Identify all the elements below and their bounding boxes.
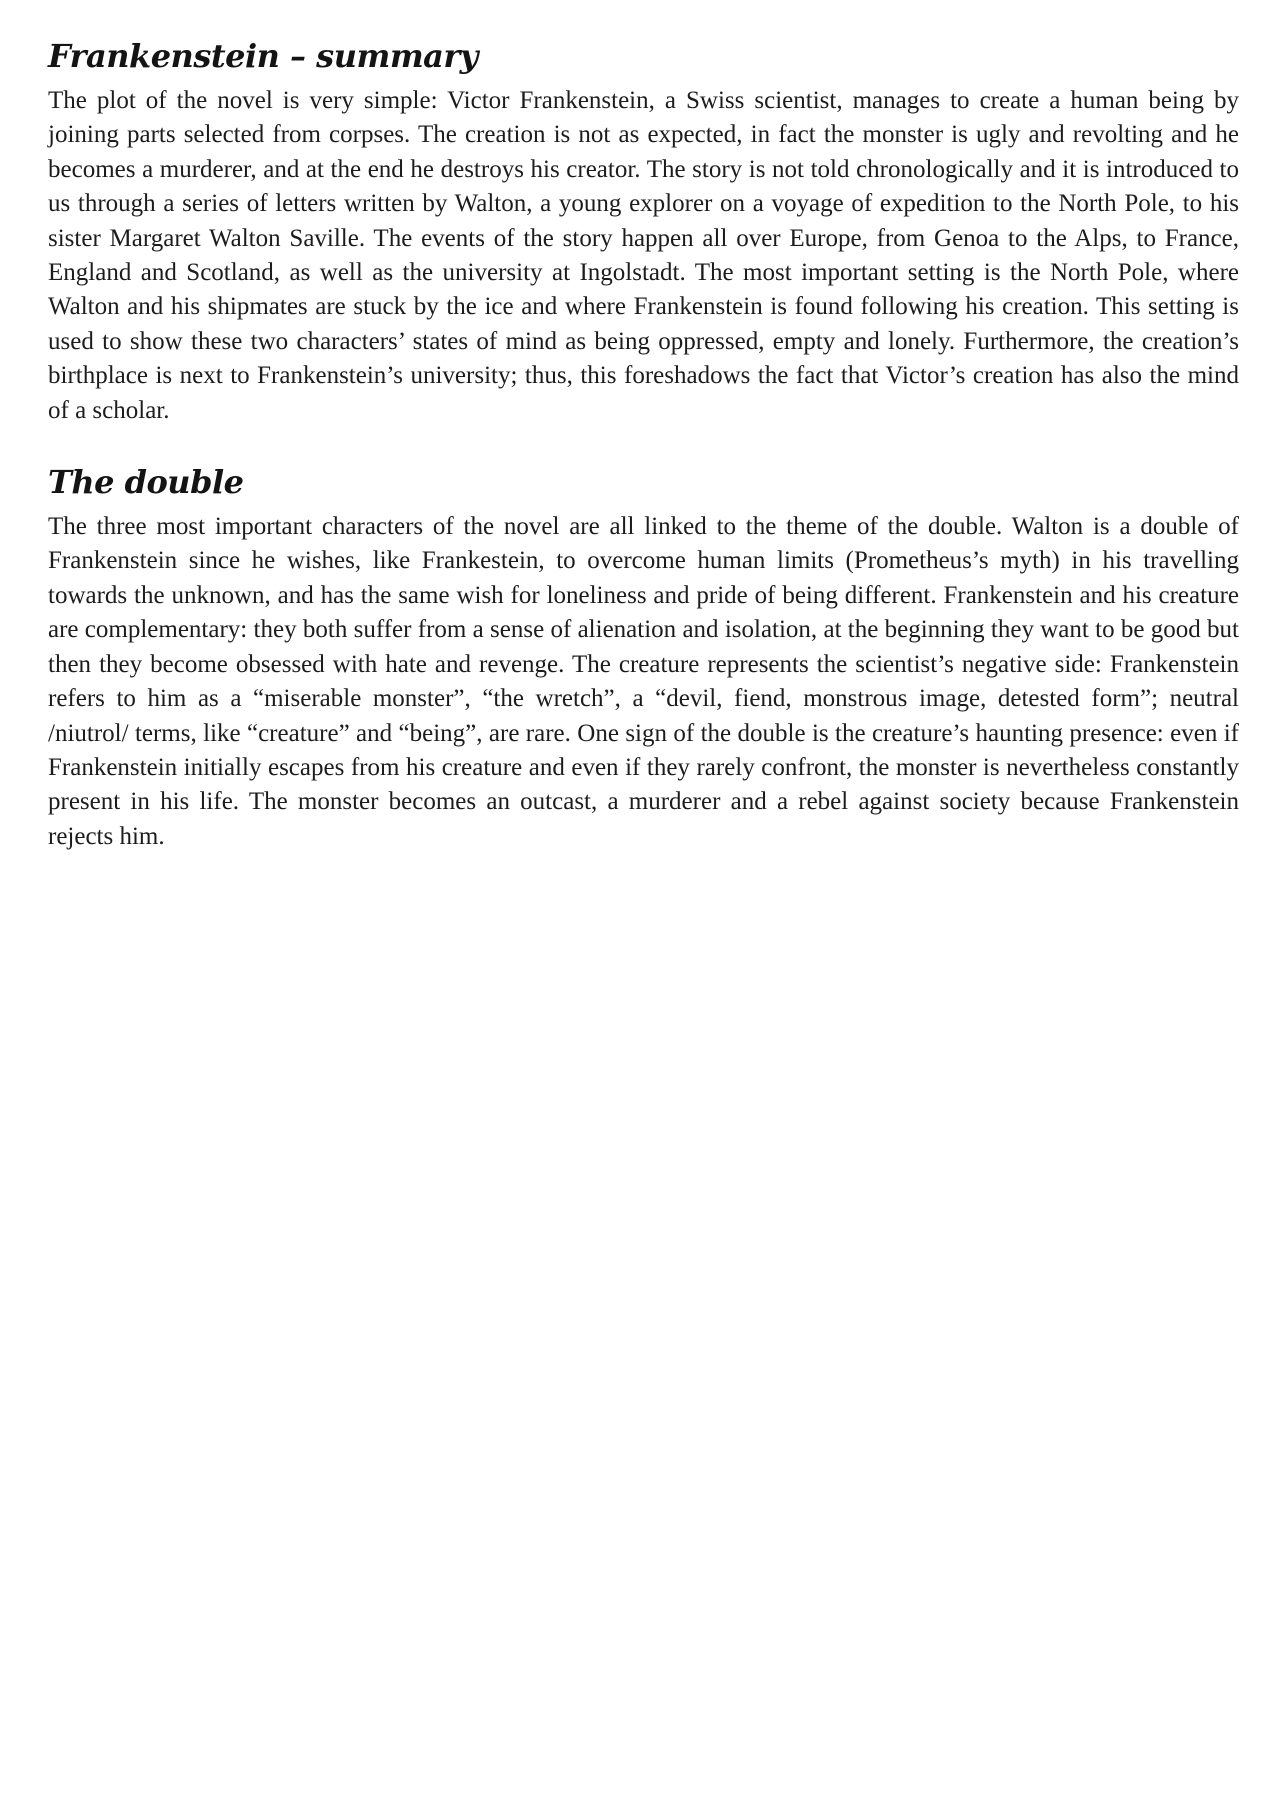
summary-paragraph: The plot of the novel is very simple: Victor Frankenstein, a Swiss scientist, manages to create a human being by joining parts selected from corpses. The creation is not as expected, in fact the monster is ugly and revolting and he becomes a murderer, and at the end he destroys his creator. The story is not told chronologically and it is introduced to us through a series of letters written by Walton, a young explorer on a voyage of expedition to the North Pole, to his sister Margaret Walton Saville. The events of the story happen all over Europe, from Genoa to the Alps, to France, England and Scotland, as well as the university at Ingolstadt. The most important setting is the North Pole, where Walton and his shipmates are stuck by the ice and where Frankenstein is found following his creation. This setting is used to show these two characters’ states of mind as being oppressed, empty and lonely. Furthermore, the creation’s birthplace is next to Frankenstein’s university; thus, this foreshadows the fact that Victor’s creation has also the mind of a scholar. bbox=[48, 87, 1239, 424]
section-heading-summary: Frankenstein – summary bbox=[48, 37, 478, 75]
double-paragraph: The three most important characters of the novel are all linked to the theme of the double. Walton is a double of Frankenstein since he wishes, like Frankestein, to overcome human limits (Prometheus’s myth) in his travelling towards the unknown, and has the same wish for loneliness and pride of being different. Frankenstein and his creature are complementary: they both suffer from a sense of alienation and isolation, at the beginning they want to be good but then they become obsessed with hate and revenge. The creature represents the scientist’s negative side: Frankenstein refers to him as a “miserable monster”, “the wretch”, a “devil, fiend, monstrous image, detested form”; neutral /niutrol/ terms, like “creature” and “being”, are rare. One sign of the double is the creature’s haunting presence: even if Frankenstein initially escapes from his creature and even if they rarely confront, the monster is nevertheless constantly present in his life. The monster becomes an outcast, a murderer and a rebel against society because Frankenstein rejects him. bbox=[48, 513, 1239, 850]
summary-section bbox=[48, 28, 1239, 428]
document-page bbox=[48, 28, 1239, 854]
double-section bbox=[48, 454, 1239, 854]
section-heading-double: The double bbox=[48, 463, 244, 502]
